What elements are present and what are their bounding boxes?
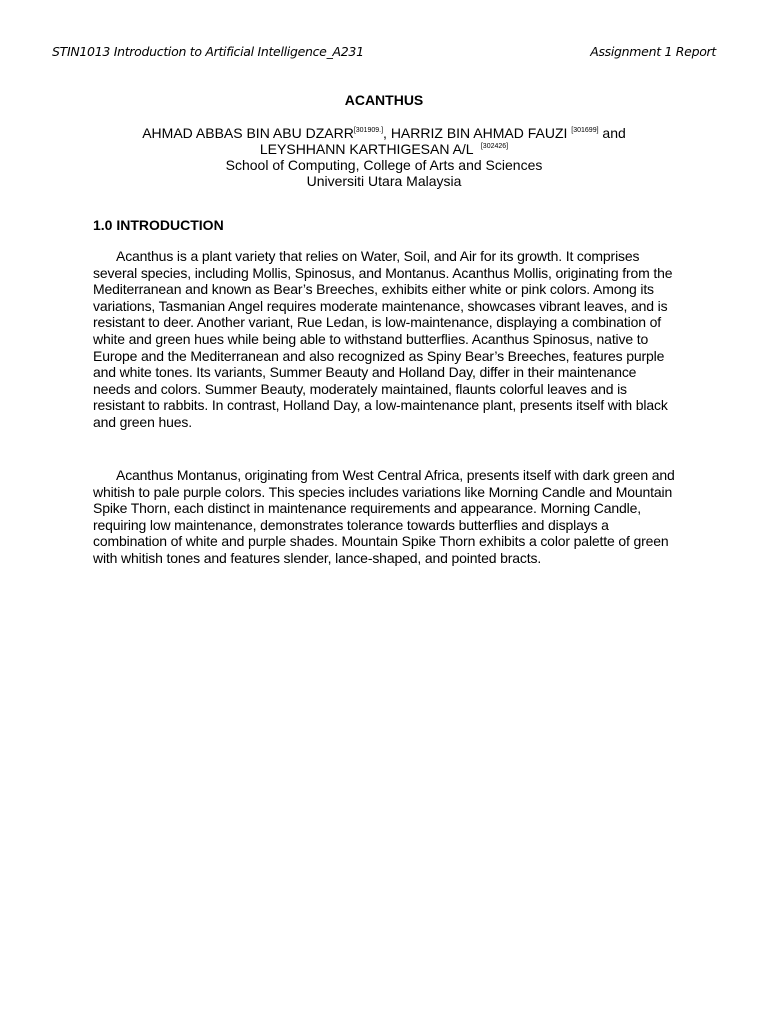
author-id: [301699] [571,127,599,134]
author-line-2 [0,141,768,157]
author-id: [301909.] [353,127,384,134]
author-id: [302426] [480,143,509,150]
title-block [0,92,768,189]
author-separator: , [383,125,391,141]
body-paragraph: Acanthus is a plant variety that relies on Water, Soil, and Air for its growth. It comprises several species, including Mollis, Spinosus, and Montanus. Acanthus Mollis, originating from the Mediterranean and known as Bear’s Breeches, exhibits either white or pink colors. Among its variations, Tasmanian Angel requires moderate maintenance, showcases vibrant leaves, and is resistant to deer. Another variant, Rue Ledan, is low-maintenance, displaying a combination of white and green hues while being able to withstand butterflies. Acanthus Spinosus, native to Europe and the Mediterranean and also recognized as Spiny Bear’s Breeches, features purple and white tones. Its variants, Summer Beauty and Holland Day, differ in their maintenance needs and colors. Summer Beauty, moderately maintained, flaunts colorful leaves and is resistant to rabbits. In contrast, Holland Day, a low-maintenance plant, presents itself with black and green hues. [93,248,673,430]
course-title: STIN1013 Introduction to Artificial Intelligence_A231 [52,43,364,59]
author-list [0,125,768,157]
document-title: ACANTHUS [344,92,424,108]
author-conjunction: and [598,125,626,141]
body-paragraph: Acanthus Montanus, originating from West Central Africa, presents itself with dark green and whitish to pale purple colors. This species includes variations like Morning Candle and Mountain Spike Thorn, each distinct in maintenance requirements and appearance. Morning Candle, requiring low maintenance, demonstrates tolerance towards butterflies and displays a combination of white and purple shades. Mountain Spike Thorn exhibits a color palette of green with whitish tones and features slender, lance-shaped, and pointed bracts. [93,467,675,566]
section-heading: 1.0 INTRODUCTION [93,217,224,233]
university-affiliation: Universiti Utara Malaysia [306,173,462,189]
author-line-1 [0,125,768,141]
author-name: LEYSHHANN KARTHIGESAN A/L [259,141,474,157]
report-type: Assignment 1 Report [590,43,716,59]
school-affiliation: School of Computing, College of Arts and Sciences [225,157,543,173]
author-name: AHMAD ABBAS BIN ABU DZARR [142,125,354,141]
author-name: HARRIZ BIN AHMAD FAUZI [390,125,568,141]
page-header [52,42,716,60]
